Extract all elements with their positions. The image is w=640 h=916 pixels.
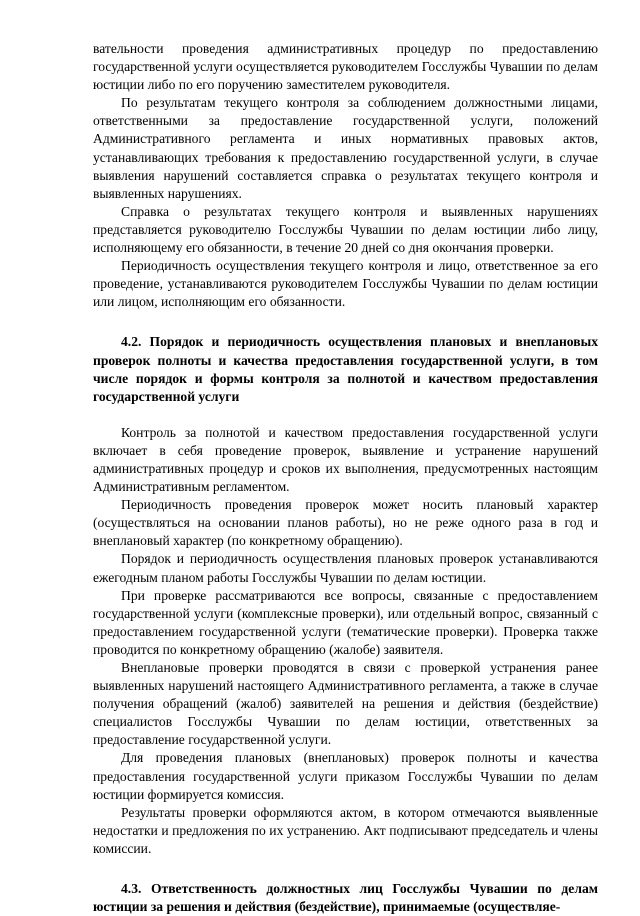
section-intro xyxy=(93,40,598,311)
section-4-3 xyxy=(93,880,598,916)
paragraph: Порядок и периодичность осуществления плановых проверок устанавливаются ежегодным планом работы Госслужбы Чувашии по делам юстиции. xyxy=(93,551,598,585)
spacer xyxy=(93,406,598,424)
paragraph: Периодичность проведения проверок может носить плановый характер (осуществляться на основании планов работы), но не реже одного раза в год и внеплановый характер (по конкретному обращению). xyxy=(93,497,598,549)
section-heading-4-3: 4.3. Ответственность должностных лиц Госслужбы Чувашии по делам юстиции за решения и действия (бездействие), принимаемые (осуществляе- xyxy=(93,881,598,915)
paragraph: Периодичность осуществления текущего контроля и лицо, ответственное за его проведение, устанавливаются руководителем Госслужбы Чувашии по делам юстиции или лицом, исполняющим его обязанности. xyxy=(93,258,598,310)
paragraph: Контроль за полнотой и качеством предоставления государственной услуги включает в себя проведение проверок, выявление и устранение нарушений административных процедур и сроков их выполнения, предусмотренных настоящим Административным регламентом. xyxy=(93,424,598,495)
paragraph: Результаты проверки оформляются актом, в котором отмечаются выявленные недостатки и предложения по их устранению. Акт подписывают председатель и члены комиссии. xyxy=(93,804,598,856)
document-page xyxy=(93,40,598,916)
spacer xyxy=(93,311,598,333)
paragraph: По результатам текущего контроля за соблюдением должностными лицами, ответственными за предоставление государственной услуги, положений Административного регламента и иных нормативных правовых актов, устанавливающих требования к предоставлению государственной услуги, в случае выявления нарушений составляется справка о результатах текущего контроля и выявленных нарушениях. xyxy=(93,95,598,201)
spacer xyxy=(93,858,598,880)
section-heading-4-2: 4.2. Порядок и периодичность осуществления плановых и внеплановых проверок полноты и качества предоставления государственной услуги, в том числе порядок и формы контроля за полнотой и качеством предоставления государственной услуги xyxy=(93,334,598,404)
paragraph: При проверке рассматриваются все вопросы, связанные с предоставлением государственной услуги (комплексные проверки), или отдельный вопрос, связанный с предоставлением государственной услуги (тематические проверки). Проверка также проводится по конкретному обращению (жалобе) заявителя. xyxy=(93,587,598,657)
paragraph: Внеплановые проверки проводятся в связи с проверкой устранения ранее выявленных нарушений настоящего Административного регламента, а также в случае получения обращений (жалоб) заявителей на решения и действия (бездействие) специалистов Госслужбы Чувашии по делам юстиции, ответственных за предоставление государственной услуги. xyxy=(93,660,598,748)
section-4-2 xyxy=(93,333,598,858)
paragraph: Справка о результатах текущего контроля и выявленных нарушениях представляется руководителю Госслужбы Чувашии по делам юстиции либо лицу, исполняющему его обязанности, в течение 20 дней со дня окончания проверки. xyxy=(93,203,598,256)
paragraph: Для проведения плановых (внеплановых) проверок полноты и качества предоставления государственной услуги приказом Госслужбы Чувашии по делам юстиции формируется комиссия. xyxy=(93,750,598,802)
paragraph-continuation: вательности проведения административных процедур по предоставлению государственной услуги осуществляется руководителем Госслужбы Чувашии по делам юстиции либо по его поручению заместителем руководителя. xyxy=(93,41,598,93)
